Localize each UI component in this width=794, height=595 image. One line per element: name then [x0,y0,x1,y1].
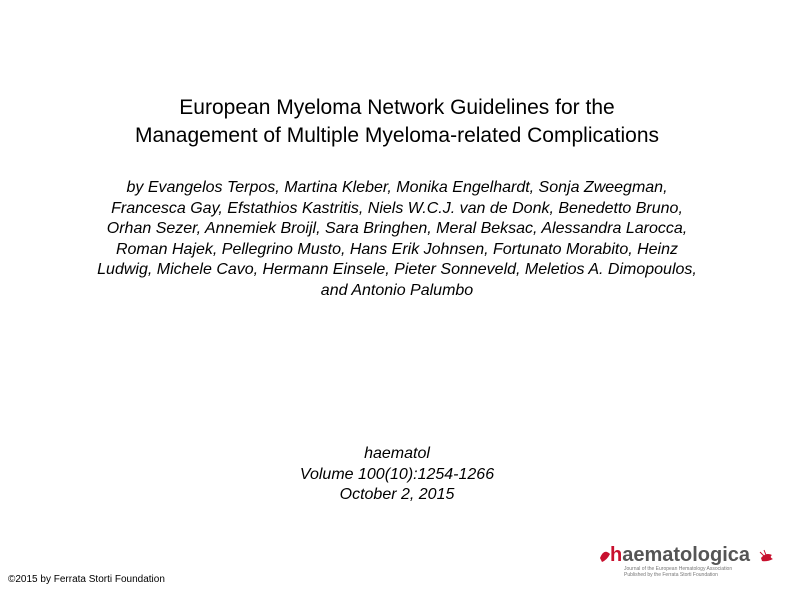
logo-mark-icon [600,552,610,562]
logo-tagline-1: Journal of the European Hematology Association [624,566,733,572]
author-line: Francesca Gay, Efstathios Kastritis, Niels W.C.J. van de Donk, Benedetto Bruno, [111,199,683,217]
citation-block [0,444,794,506]
journal-name: haematol [364,445,430,462]
copyright-notice: ©2015 by Ferrata Storti Foundation [8,574,165,585]
author-line: by Evangelos Terpos, Martina Kleber, Monika Engelhardt, Sonja Zweegman, [126,179,668,196]
logo-wordmark: haematologica [610,544,751,566]
publication-date: October 2, 2015 [339,486,455,503]
author-list [40,178,754,301]
slide-title [0,94,794,150]
author-line: Orhan Sezer, Annemiek Broijl, Sara Bringhen, Meral Beksac, Alessandra Larocca, [106,220,688,237]
journal-volume: Volume 100(10):1254-1266 [299,465,495,483]
author-line: Ludwig, Michele Cavo, Hermann Einsele, Pieter Sonneveld, Meletios A. Dimopoulos, [97,261,697,278]
logo-tagline-2: Published by the Ferrata Storti Foundation [624,572,718,578]
haematologica-logo [598,540,778,580]
author-line: Roman Hajek, Pellegrino Musto, Hans Erik Johnsen, Fortunato Morabito, Heinz [115,240,679,258]
title-line-1: European Myeloma Network Guidelines for the [179,96,615,119]
author-line: and Antonio Palumbo [320,281,474,299]
ferrata-storti-bird-icon [760,550,773,561]
title-line-2: Management of Multiple Myeloma-related Complications [134,124,660,147]
